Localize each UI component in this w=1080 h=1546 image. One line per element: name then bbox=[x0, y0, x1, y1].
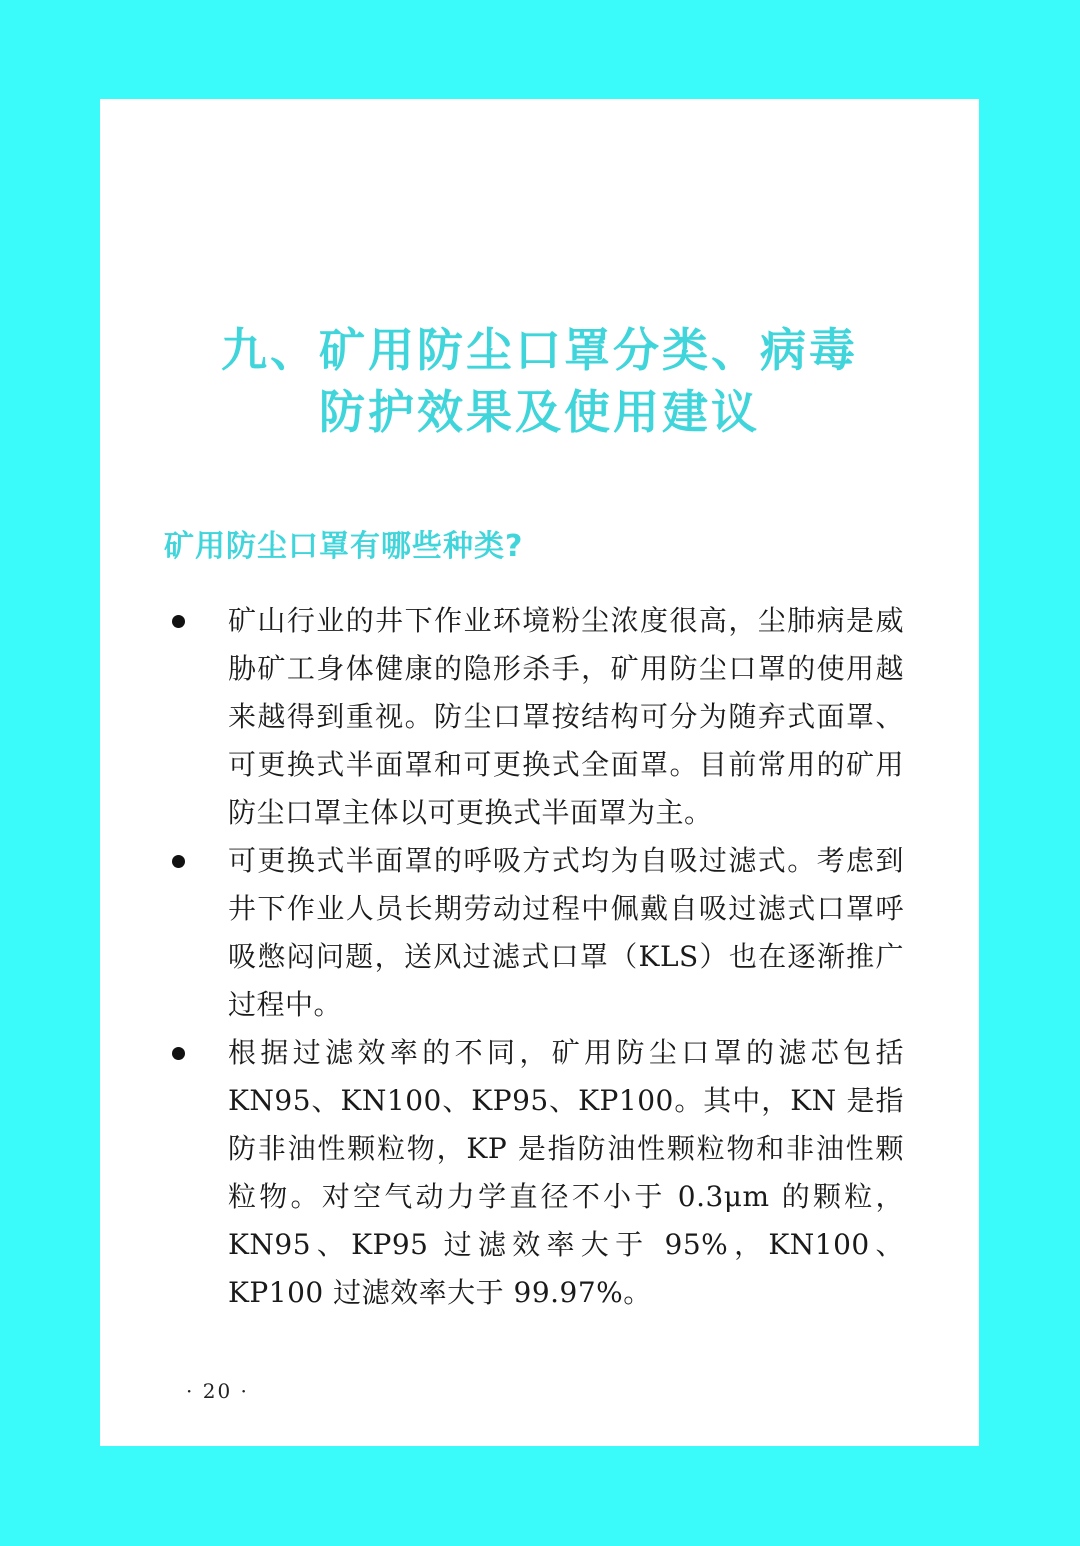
bullet-dot-icon bbox=[172, 615, 185, 628]
bullet-dot-icon bbox=[172, 1047, 185, 1060]
bullet-dot-icon bbox=[172, 855, 185, 868]
bullet-item-1 bbox=[160, 597, 904, 837]
bullet-list bbox=[160, 597, 904, 1317]
bullet-item-3 bbox=[160, 1029, 904, 1317]
chapter-title bbox=[100, 319, 979, 443]
document-page bbox=[100, 99, 979, 1446]
bullet-text-3: 根据过滤效率的不同，矿用防尘口罩的滤芯包括KN95、KN100、KP95、KP100。其中，KN 是指防非油性颗粒物，KP 是指防油性颗粒物和非油性颗粒物。对空气动力学直径不小于 0.3μm 的颗粒，KN95、KP95 过滤效率大于 95%，KN100、KP100 过滤效率大于 99.97%。 bbox=[228, 1036, 904, 1309]
page-number: · 20 · bbox=[186, 1379, 249, 1403]
chapter-title-line-1: 九、矿用防尘口罩分类、病毒 bbox=[221, 323, 858, 377]
bullet-item-2 bbox=[160, 837, 904, 1029]
chapter-title-line-2: 防护效果及使用建议 bbox=[319, 385, 760, 439]
section-heading: 矿用防尘口罩有哪些种类? bbox=[164, 529, 524, 564]
bullet-text-2: 可更换式半面罩的呼吸方式均为自吸过滤式。考虑到井下作业人员长期劳动过程中佩戴自吸过滤式口罩呼吸憋闷问题，送风过滤式口罩（KLS）也在逐渐推广过程中。 bbox=[228, 844, 904, 1021]
bullet-text-1: 矿山行业的井下作业环境粉尘浓度很高，尘肺病是威胁矿工身体健康的隐形杀手，矿用防尘口罩的使用越来越得到重视。防尘口罩按结构可分为随弃式面罩、可更换式半面罩和可更换式全面罩。目前常用的矿用防尘口罩主体以可更换式半面罩为主。 bbox=[228, 604, 904, 829]
